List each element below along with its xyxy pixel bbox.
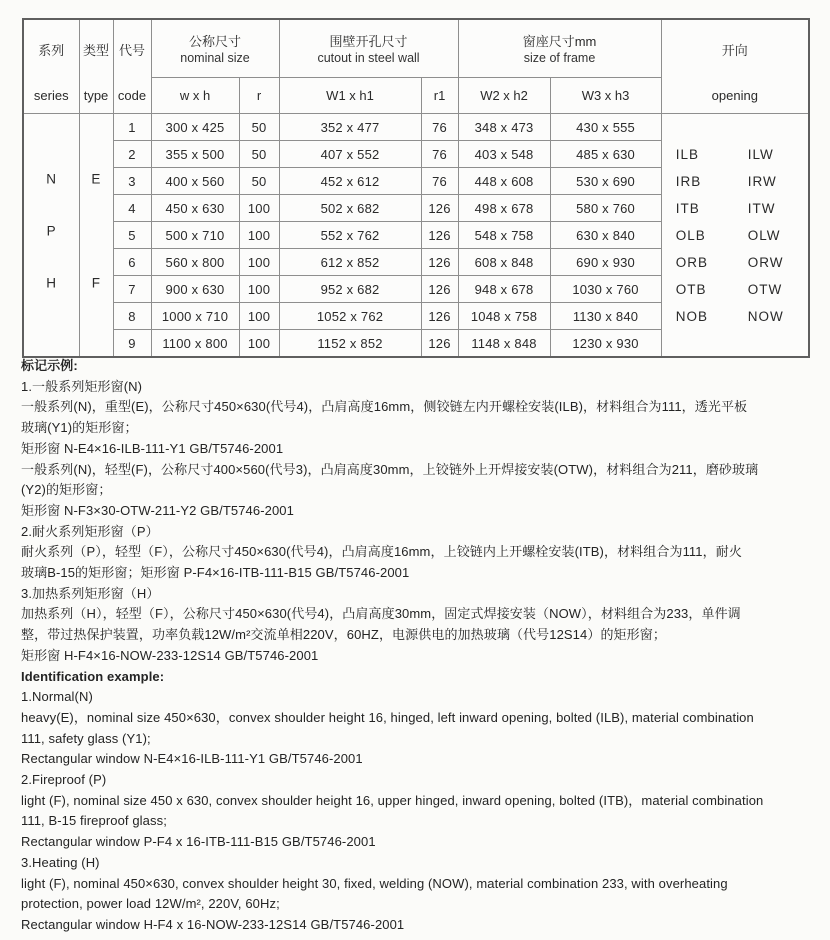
opening-code: NOW	[747, 308, 784, 324]
opening-code: ITB	[675, 200, 700, 216]
series-value: H	[46, 275, 57, 291]
opening-code-row	[676, 168, 794, 195]
header-frame-en: size of frame	[523, 51, 596, 65]
cutout-w1h1-cell: 502 x 682	[279, 195, 421, 222]
nominal-r-cell: 100	[239, 222, 279, 249]
header-cell-code	[113, 19, 151, 114]
note-line: protection, power load 12W/m², 220V, 60Hz;	[21, 896, 280, 912]
note-designation: 矩形窗 N-F3×30-OTW-211-Y2 GB/T5746-2001	[21, 502, 294, 518]
code-cell: 2	[113, 141, 151, 168]
header-type-en: type	[83, 87, 109, 103]
frame-w3h3-cell: 1030 x 760	[550, 276, 661, 303]
header-cell-cutout	[279, 19, 458, 78]
frame-w2h2-cell: 548 x 758	[458, 222, 550, 249]
note-line: 一般系列(N)，轻型(F)，公称尺寸400×560(代号3)，凸肩高度30mm，上铰链外上开焊接安装(OTW)，材料组合为211，磨砂玻璃	[21, 461, 759, 477]
code-cell: 3	[113, 168, 151, 195]
header-cell-opening	[661, 19, 809, 114]
note-line: 加热系列（H），轻型（F），公称尺寸450×630(代号4)，凸肩高度30mm，固定式焊接安装（NOW），材料组合为233，单件调	[21, 606, 741, 622]
opening-code-row	[676, 303, 794, 330]
header-cell-nominal-size	[151, 19, 279, 78]
nominal-r-cell: 100	[239, 330, 279, 358]
note-line: 玻璃(Y1)的矩形窗；	[21, 420, 138, 436]
frame-w3h3-cell: 690 x 930	[550, 249, 661, 276]
cutout-w1h1-cell: 952 x 682	[279, 276, 421, 303]
nominal-r-cell: 100	[239, 249, 279, 276]
header-cell-series	[23, 19, 79, 114]
frame-w2h2-cell: 448 x 608	[458, 168, 550, 195]
code-cell: 8	[113, 303, 151, 330]
cutout-r1-cell: 76	[421, 168, 458, 195]
note-heading: 2.耐火系列矩形窗（P）	[21, 523, 159, 539]
type-value: E	[91, 171, 101, 187]
frame-w3h3-cell: 485 x 630	[550, 141, 661, 168]
header-cutout-en: cutout in steel wall	[317, 51, 420, 65]
cutout-r1-cell: 76	[421, 141, 458, 168]
note-designation: Rectangular window N-E4×16-ILB-111-Y1 GB/T5746-2001	[21, 751, 363, 767]
frame-w3h3-cell: 1230 x 930	[550, 330, 661, 358]
header-series-en: series	[33, 87, 69, 103]
header-opening-zh: 开向	[721, 42, 748, 58]
cutout-w1h1-cell: 352 x 477	[279, 114, 421, 141]
notes-title-en: Identification example:	[21, 668, 165, 684]
cutout-r1-cell: 126	[421, 222, 458, 249]
nominal-wh-cell: 300 x 425	[151, 114, 239, 141]
frame-w2h2-cell: 948 x 678	[458, 276, 550, 303]
opening-code: ITW	[747, 200, 776, 216]
cutout-w1h1-cell: 612 x 852	[279, 249, 421, 276]
header-cell-frame-size	[458, 19, 661, 78]
frame-w2h2-cell: 348 x 473	[458, 114, 550, 141]
note-line: 玻璃B-15的矩形窗；矩形窗 P-F4×16-ITB-111-B15 GB/T5746-2001	[21, 565, 410, 581]
cutout-r1-cell: 126	[421, 303, 458, 330]
spec-table-body	[23, 114, 809, 358]
series-value: P	[46, 223, 56, 239]
nominal-wh-cell: 400 x 560	[151, 168, 239, 195]
header-cutout-zh: 围壁开孔尺寸	[329, 34, 408, 49]
frame-w2h2-cell: 1048 x 758	[458, 303, 550, 330]
nominal-wh-cell: 1100 x 800	[151, 330, 239, 358]
frame-w3h3-cell: 1130 x 840	[550, 303, 661, 330]
series-value: N	[46, 171, 57, 187]
header-nominal-zh: 公称尺寸	[189, 34, 242, 49]
opening-code: OTB	[675, 281, 707, 297]
opening-code-row	[676, 195, 794, 222]
subheader-r: r	[239, 78, 279, 114]
header-cell-type	[79, 19, 113, 114]
code-cell: 9	[113, 330, 151, 358]
type-cell	[79, 114, 113, 358]
code-cell: 4	[113, 195, 151, 222]
code-cell: 5	[113, 222, 151, 249]
nominal-r-cell: 50	[239, 141, 279, 168]
opening-code-row	[676, 276, 794, 303]
note-line: 耐火系列（P），轻型（F），公称尺寸450×630(代号4)，凸肩高度16mm，上铰链内上开螺栓安装(ITB)，材料组合为111，耐火	[21, 544, 742, 560]
frame-w2h2-cell: 608 x 848	[458, 249, 550, 276]
opening-code-row	[676, 249, 794, 276]
note-line: (Y2)的矩形窗；	[21, 482, 112, 498]
subheader-w3h3: W3 x h3	[550, 78, 661, 114]
header-frame-zh: 窗座尺寸mm	[522, 34, 597, 49]
subheader-wh: w x h	[151, 78, 239, 114]
note-designation: 矩形窗 H-F4×16-NOW-233-12S14 GB/T5746-2001	[21, 647, 319, 663]
opening-code: ORW	[747, 254, 784, 270]
opening-code: ORB	[675, 254, 709, 270]
note-line: light (F), nominal size 450 x 630, convex shoulder height 16, upper hinged, inward opening, bolted (ITB)，material combination	[21, 792, 764, 808]
header-opening-en: opening	[711, 87, 758, 103]
note-designation: Rectangular window P-F4 x 16-ITB-111-B15 GB/T5746-2001	[21, 834, 376, 850]
opening-cell	[661, 114, 809, 358]
frame-w3h3-cell: 530 x 690	[550, 168, 661, 195]
note-heading: 3.Heating (H)	[21, 854, 100, 870]
note-line: light (F), nominal 450×630, convex shoulder height 30, fixed, welding (NOW), material combination 233, with overheating	[21, 875, 728, 891]
cutout-r1-cell: 126	[421, 249, 458, 276]
notes-section	[21, 356, 815, 936]
note-line: heavy(E)，nominal size 450×630，convex shoulder height 16, hinged, left inward opening, bolted (ILB), material combination	[21, 709, 754, 725]
code-cell: 6	[113, 249, 151, 276]
note-line: 111, safety glass (Y1);	[21, 730, 151, 746]
cutout-w1h1-cell: 452 x 612	[279, 168, 421, 195]
opening-code: NOB	[675, 308, 709, 324]
header-code-en: code	[117, 87, 147, 103]
opening-code: OLW	[747, 227, 781, 243]
code-cell: 7	[113, 276, 151, 303]
header-type-zh: 类型	[82, 42, 109, 58]
nominal-wh-cell: 500 x 710	[151, 222, 239, 249]
nominal-wh-cell: 355 x 500	[151, 141, 239, 168]
frame-w3h3-cell: 630 x 840	[550, 222, 661, 249]
nominal-wh-cell: 900 x 630	[151, 276, 239, 303]
subheader-w1h1: W1 x h1	[279, 78, 421, 114]
note-line: 一般系列(N)，重型(E)，公称尺寸450×630(代号4)，凸肩高度16mm，侧铰链左内开螺栓安装(ILB)，材料组合为111，透光平板	[21, 399, 748, 415]
opening-code: OLB	[675, 227, 706, 243]
cutout-r1-cell: 126	[421, 276, 458, 303]
subheader-w2h2: W2 x h2	[458, 78, 550, 114]
frame-w2h2-cell: 403 x 548	[458, 141, 550, 168]
opening-code: ILB	[675, 146, 700, 162]
cutout-w1h1-cell: 552 x 762	[279, 222, 421, 249]
note-heading: 2.Fireproof (P)	[21, 772, 107, 788]
cutout-r1-cell: 126	[421, 195, 458, 222]
header-series-zh: 系列	[38, 42, 65, 58]
note-heading: 1.Normal(N)	[21, 689, 93, 705]
code-cell: 1	[113, 114, 151, 141]
nominal-r-cell: 50	[239, 114, 279, 141]
table-row	[23, 114, 809, 141]
nominal-r-cell: 100	[239, 303, 279, 330]
frame-w2h2-cell: 1148 x 848	[458, 330, 550, 358]
frame-w3h3-cell: 580 x 760	[550, 195, 661, 222]
opening-code: ILW	[747, 146, 774, 162]
note-designation: 矩形窗 N-E4×16-ILB-111-Y1 GB/T5746-2001	[21, 440, 284, 456]
opening-code: IRW	[747, 173, 777, 189]
note-line: 整，带过热保护装置，功率负载12W/m²交流单相220V，60HZ，电源供电的加热玻璃（代号12S14）的矩形窗；	[21, 627, 666, 643]
note-designation: Rectangular window H-F4 x 16-NOW-233-12S14 GB/T5746-2001	[21, 916, 405, 932]
opening-code-row	[676, 141, 794, 168]
nominal-wh-cell: 450 x 630	[151, 195, 239, 222]
frame-w3h3-cell: 430 x 555	[550, 114, 661, 141]
cutout-w1h1-cell: 1052 x 762	[279, 303, 421, 330]
spec-table-header	[23, 19, 809, 114]
nominal-r-cell: 100	[239, 195, 279, 222]
note-line: 111, B-15 fireproof glass;	[21, 813, 167, 829]
cutout-w1h1-cell: 1152 x 852	[279, 330, 421, 358]
spec-table	[22, 18, 810, 358]
frame-w2h2-cell: 498 x 678	[458, 195, 550, 222]
note-heading: 3.加热系列矩形窗（H）	[21, 585, 160, 601]
nominal-r-cell: 50	[239, 168, 279, 195]
nominal-r-cell: 100	[239, 276, 279, 303]
header-nominal-en: nominal size	[180, 51, 250, 65]
header-code-zh: 代号	[118, 42, 145, 58]
nominal-wh-cell: 560 x 800	[151, 249, 239, 276]
cutout-r1-cell: 76	[421, 114, 458, 141]
cutout-w1h1-cell: 407 x 552	[279, 141, 421, 168]
series-cell	[23, 114, 79, 358]
nominal-wh-cell: 1000 x 710	[151, 303, 239, 330]
note-heading: 1.一般系列矩形窗(N)	[21, 378, 143, 394]
notes-title-zh: 标记示例:	[21, 358, 78, 373]
opening-code-row	[676, 222, 794, 249]
opening-code: OTW	[747, 281, 783, 297]
opening-code: IRB	[675, 173, 702, 189]
type-value: F	[91, 275, 101, 291]
subheader-r1: r1	[421, 78, 458, 114]
opening-codes	[662, 118, 809, 352]
cutout-r1-cell: 126	[421, 330, 458, 358]
